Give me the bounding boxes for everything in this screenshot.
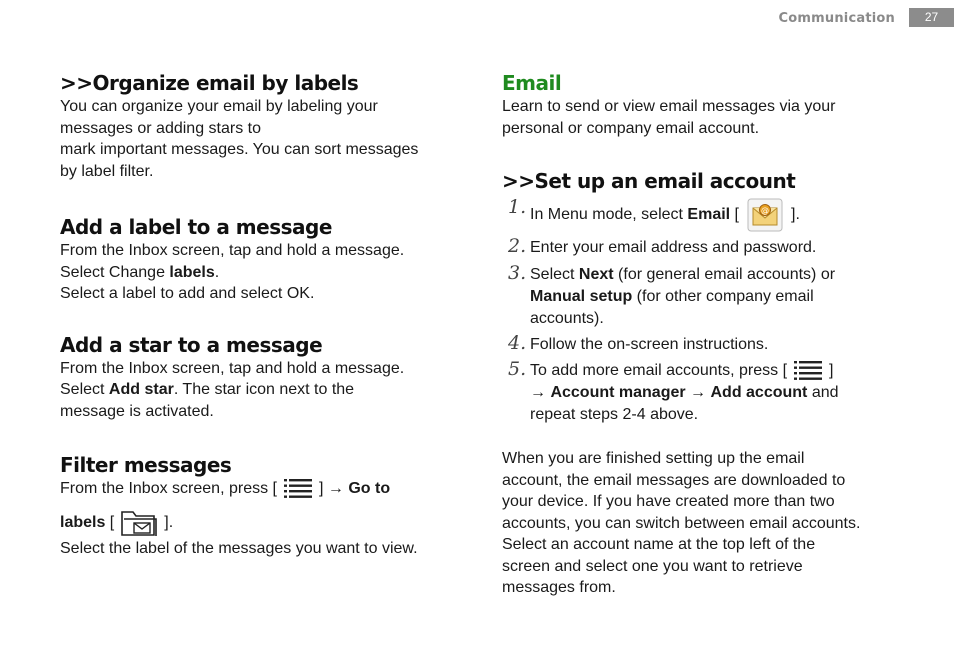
menu-icon	[283, 478, 313, 500]
step-5: 5. To add more email accounts, press [ ] → Account manager → Add account and repeat steps 2-4 above.	[508, 358, 839, 424]
filter-messages-heading: Filter messages	[60, 453, 232, 477]
step-2: 2. Enter your email address and password.	[508, 235, 817, 257]
email-intro-text: Learn to send or view email messages via your personal or company email account.	[502, 98, 836, 137]
step-3: 3. Select Next (for general email accounts) or Manual setup (for other company email accounts).	[508, 262, 836, 327]
header-section-title: Communication	[778, 11, 895, 26]
organize-labels-text: You can organize your email by labeling your messages or adding stars to mark important messages. You can sort messages by label filter.	[60, 98, 419, 180]
email-app-icon	[747, 198, 783, 232]
filter-messages-text: From the Inbox screen, press [ ] → Go to labels [ ]. Select the label of the messages you want to view.	[60, 478, 460, 560]
add-label-heading: Add a label to a message	[60, 215, 332, 239]
add-star-text: From the Inbox screen, tap and hold a message. Select Add star. The star icon next to the message is activated.	[60, 359, 405, 420]
organize-labels-heading: >>Organize email by labels	[60, 71, 359, 95]
right-column	[502, 70, 912, 599]
email-heading: Email	[502, 71, 562, 95]
menu-icon	[793, 360, 823, 382]
add-label-text: From the Inbox screen, tap and hold a message. Select Change labels. Select a label to add and select OK.	[60, 242, 405, 302]
step-1: 1. In Menu mode, select Email [ @ ].	[502, 198, 912, 232]
svg-text:@: @	[761, 206, 769, 215]
closing-paragraph: When you are finished setting up the email account, the email messages are downloaded to your device. If you have created more than two accounts, you can switch between email accounts. Select an account name at the top left of the screen and select one you want to retrieve messages from.	[502, 450, 861, 597]
page-number: 27	[909, 8, 954, 27]
step-4: 4. Follow the on-screen instructions.	[508, 332, 769, 354]
label-folder-icon	[120, 508, 158, 538]
add-star-heading: Add a star to a message	[60, 332, 323, 357]
setup-email-heading: >>Set up an email account	[502, 169, 796, 193]
left-column	[60, 70, 460, 560]
